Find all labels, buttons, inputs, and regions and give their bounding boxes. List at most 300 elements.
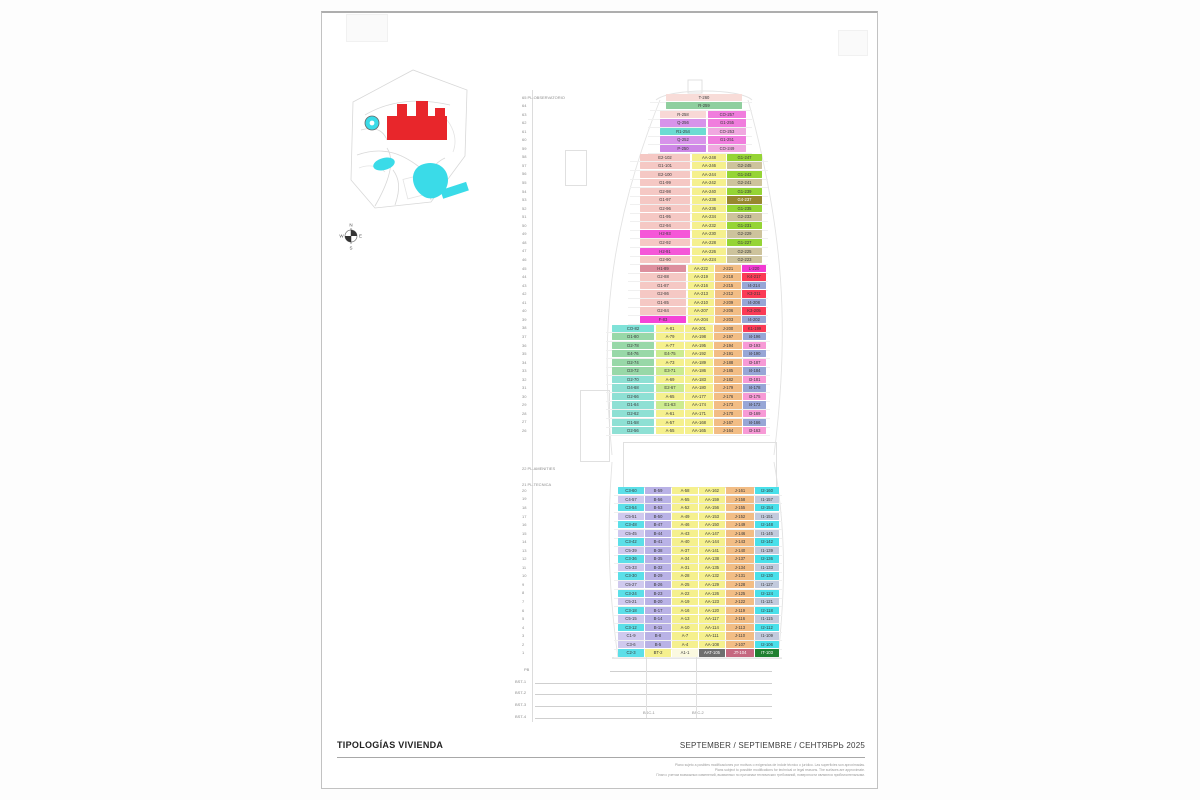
floor-number-label: 27 [522,419,527,425]
unit-cell: A-34 [672,555,698,562]
unit-cell: E4-75 [656,350,684,357]
floor-number-label: 55 [522,180,527,185]
unit-cell: J-158 [726,496,754,503]
sheet-date: SEPTEMBER / SEPTIEMBRE / СЕНТЯБРЬ 2025 [679,741,865,750]
unit-cell: I2-136 [755,555,779,562]
unit-cell: G1-243 [727,171,762,178]
unit-cell: AA-153 [699,513,725,520]
unit-cell: I1-145 [755,530,779,537]
floor-number-label: 36 [522,342,527,348]
floor-number-label: 43 [522,282,527,288]
floor-number-label: 4 [522,624,525,630]
unit-cell: C5-21 [618,598,644,605]
unit-cell: AA-156 [699,504,725,511]
floor-number-label: 58 [522,154,527,160]
unit-cell: E4-76 [612,350,654,357]
unit-cell: J-113 [726,624,754,631]
unit-cell: J-185 [714,367,742,374]
unit-cell: CO-253 [708,128,746,135]
unit-cell: A-31 [672,564,698,571]
unit-cell: AA-246 [692,162,726,169]
floor-number-label: 6 [522,607,525,613]
unit-cell: J-191 [714,350,742,357]
unit-cell: CO-249 [708,145,746,152]
unit-cell: G2-92 [640,239,690,246]
unit-cell: C5-27 [618,581,644,588]
unit-cell: I1-139 [755,547,779,554]
unit-cell: G1-227 [727,239,762,246]
unit-cell: A-73 [656,359,684,366]
unit-cell: I3-181 [743,376,766,383]
unit-cell: G2-98 [640,188,690,195]
unit-cell: D2-66 [612,393,654,400]
unit-cell: J-221 [715,265,741,272]
unit-cell: D2-74 [612,359,654,366]
floor-number-label: 62 [522,120,527,126]
floor-number-label: 37 [522,333,527,339]
unit-cell: I4-196 [743,333,766,340]
unit-cell: I2-142 [755,538,779,545]
unit-cell: D2-56 [612,427,654,434]
unit-cell: G2-90 [640,256,690,263]
unit-cell: AA-129 [699,581,725,588]
unit-cell: C5-15 [618,615,644,622]
unit-cell: J-122 [726,598,754,605]
unit-cell: G2-94 [640,222,690,229]
floor-number-label: 39 [522,316,527,322]
unit-cell: I1-127 [755,581,779,588]
unit-cell: B-59 [645,487,671,494]
floor-number-label: 16 [522,522,527,527]
unit-cell: C5-33 [618,564,644,571]
unit-cell: J-131 [726,572,754,579]
unit-cell: CO-257 [708,111,746,118]
core-wall-line [696,657,697,718]
floor-number-label: 64 [522,103,527,108]
unit-cell: C3-42 [618,538,644,545]
unit-cell: J-140 [726,547,754,554]
unit-cell: AA-236 [692,205,726,212]
unit-cell: A-37 [672,547,698,554]
unit-cell: J-179 [714,384,742,391]
compass-s: S [349,245,353,251]
unit-cell: JT-104 [726,649,754,656]
annex-outline-upper [565,150,587,186]
unit-cell: AA-204 [688,316,714,323]
floor-number-label: 20 [522,487,527,493]
unit-cell: I1-115 [755,615,779,622]
unit-cell: AA-108 [699,641,725,648]
unit-cell: B-50 [645,513,671,520]
unit-cell: AA-189 [685,359,713,366]
unit-cell: I2-106 [755,641,779,648]
unit-cell: I4-214 [742,282,766,289]
unit-cell: B-17 [645,607,671,614]
unit-cell: J-194 [714,342,742,349]
unit-cell: A-28 [672,572,698,579]
unit-cell: A-77 [656,342,684,349]
unit-cell: J-107 [726,641,754,648]
floor-number-label: 31 [522,385,527,391]
unit-cell: I1-151 [755,513,779,520]
unit-cell: CO-82 [612,325,654,332]
logo-placeholder [346,14,388,42]
unit-cell: A-57 [656,419,684,426]
unit-cell: I2-112 [755,624,779,631]
unit-cell: J-110 [726,632,754,639]
unit-cell: AA-216 [688,282,714,289]
unit-cell: A-58 [672,487,698,494]
unit-cell: G2-96 [640,205,690,212]
unit-cell: I3-193 [743,342,766,349]
unit-cell: B-11 [645,624,671,631]
unit-cell: E3-71 [656,367,684,374]
unit-cell: J-128 [726,581,754,588]
unit-cell: B-53 [645,504,671,511]
unit-cell: D1-64 [612,401,654,408]
unit-cell: A-46 [672,521,698,528]
unit-cell: J-170 [714,410,742,417]
floor-number-label: 19 [522,496,527,502]
unit-cell: J-146 [726,530,754,537]
unit-cell: J-134 [726,564,754,571]
unit-cell: J-218 [715,273,741,280]
unit-cell: J-188 [714,359,742,366]
unit-cell: AA-201 [685,325,713,332]
unit-cell: C3-54 [618,504,644,511]
unit-cell: G2-86 [640,290,686,297]
basement-level-label: BST-1 [515,679,527,684]
unit-cell: G1-101 [640,162,690,169]
unit-cell: B-41 [645,538,671,545]
floor-number-label: 38 [522,325,527,331]
unit-cell: F-83 [640,316,686,323]
unit-cell: AA-228 [692,239,726,246]
unit-cell: A-55 [656,427,684,434]
unit-cell: I2-130 [755,572,779,579]
unit-cell: I4-172 [743,401,766,408]
unit-cell: I2-148 [755,521,779,528]
unit-cell: I4-184 [743,367,766,374]
unit-cell: E2-102 [640,154,690,161]
unit-cell: B-23 [645,590,671,597]
floor-number-label: 46 [522,257,527,262]
unit-cell: D3-72 [612,367,654,374]
unit-cell: AA-198 [685,333,713,340]
ground-floor-label: PB [524,667,530,672]
unit-cell: AA-177 [685,393,713,400]
amenities-block-outline [623,442,777,488]
main-building-footprint [387,101,447,140]
unit-cell: AA-141 [699,547,725,554]
unit-cell: K3-211 [742,290,766,297]
unit-cell: AA-123 [699,598,725,605]
disclaimer-text [535,763,865,777]
unit-cell: D2-62 [612,410,654,417]
unit-cell: I2-118 [755,607,779,614]
floor-number-label: 49 [522,231,527,237]
compass-n: N [349,222,353,228]
unit-cell: E2-100 [640,171,690,178]
sheet-title: TIPOLOGÍAS VIVIENDA [337,740,444,750]
core-label: BSC-1 [643,710,655,715]
floor-number-label: 44 [522,274,527,280]
disclaimer-line: Plans subject to possible modifications for technical or legal reasons. The surfaces are approximate. [714,767,865,772]
basement-level-label: BST-3 [515,702,527,707]
unit-cell: AA-248 [692,154,726,161]
floor-number-label: 54 [522,188,527,194]
unit-cell: AA-114 [699,624,725,631]
floor-number-label: 18 [522,504,527,510]
stamp-placeholder [838,30,868,56]
unit-cell: J-176 [714,393,742,400]
unit-cell: A-61 [656,410,684,417]
floor-number-label: 8 [522,590,525,596]
unit-cell: A-40 [672,538,698,545]
unit-cell: E1-63 [656,401,684,408]
unit-cell: J-203 [715,316,741,323]
unit-cell: AA-126 [699,590,725,597]
floor-number-label: 40 [522,308,527,314]
unit-cell: C4-57 [618,496,644,503]
floor-number-label: 41 [522,299,527,305]
unit-cell: C5-51 [618,513,644,520]
unit-cell: AA-226 [692,248,726,255]
floor-number-label: 59 [522,145,527,151]
unit-cell: I4-202 [742,316,766,323]
unit-cell: A-49 [672,513,698,520]
floor-number-label: 50 [522,222,527,228]
unit-cell: I4-166 [743,419,766,426]
unit-cell: I2-124 [755,590,779,597]
floor-number-label: 10 [522,573,527,579]
unit-cell: A-81 [656,325,684,332]
unit-cell: K4-217 [742,273,766,280]
unit-cell: I3-175 [743,393,766,400]
unit-cell: D1-58 [612,419,654,426]
mechanical-floor-label: 22 PL.AMENITIES [522,466,556,471]
unit-cell: A-10 [672,624,698,631]
unit-cell: A-16 [672,607,698,614]
floor-number-label: 1 [522,650,525,656]
unit-cell: A-52 [672,504,698,511]
unit-cell: I4-208 [742,299,766,306]
unit-cell: R-259 [666,102,742,109]
basement-slab-line [610,671,772,672]
unit-cell: G2-233 [727,213,762,220]
unit-cell: C5-45 [618,530,644,537]
unit-cell: H1-89 [640,265,686,272]
floor-number-label: 51 [522,214,527,220]
unit-cell: A-55 [672,496,698,503]
unit-cell: AA-183 [685,376,713,383]
floor-number-label: 47 [522,248,527,254]
floor-number-label: 60 [522,137,527,143]
unit-cell: AA-195 [685,342,713,349]
floor-number-label: 45 [522,265,527,271]
unit-cell: A-22 [672,590,698,597]
unit-cell: B-32 [645,564,671,571]
unit-cell: G1-251 [708,136,746,143]
unit-cell: G2-245 [727,162,762,169]
unit-cell: I3-187 [743,359,766,366]
floor-number-label: 33 [522,368,527,374]
compass-e: E [358,233,363,239]
unit-cell: AA-174 [685,401,713,408]
unit-cell: J-200 [714,325,742,332]
unit-cell: C3-12 [618,624,644,631]
floor-number-label: 53 [522,197,527,203]
unit-cell: G2-225 [727,248,762,255]
unit-cell: AA-224 [692,256,726,263]
unit-cell: G1-97 [640,196,690,203]
unit-cell: AA-186 [685,367,713,374]
unit-cell: I1-157 [755,496,779,503]
unit-cell: AA-219 [688,273,714,280]
unit-cell: B-56 [645,496,671,503]
floor-number-label: 2 [522,641,525,647]
unit-cell: AA-162 [699,487,725,494]
unit-cell: AA-150 [699,521,725,528]
unit-cell: G1-99 [640,179,690,186]
unit-cell: J-125 [726,590,754,597]
unit-cell: J-155 [726,504,754,511]
site-plan-map [335,60,477,218]
unit-cell: A-69 [656,376,684,383]
floor-number-label: 3 [522,633,525,639]
unit-cell: H2-93 [640,230,690,237]
unit-cell: B-8 [645,632,671,639]
unit-cell: C3-24 [618,590,644,597]
unit-cell: R-258 [660,111,706,118]
unit-cell: AA-144 [699,538,725,545]
unit-cell: J-206 [715,307,741,314]
unit-cell: J-164 [714,427,742,434]
unit-cell: J-209 [715,299,741,306]
unit-cell: IT-103 [755,649,779,656]
basement-level-label: BST-2 [515,690,527,695]
floor-number-label: 7 [522,599,525,604]
unit-cell: C3-36 [618,555,644,562]
unit-cell: AA-171 [685,410,713,417]
unit-cell: I3-169 [743,410,766,417]
unit-cell: D1-80 [612,333,654,340]
unit-cell: AA-117 [699,615,725,622]
unit-cell: AA-168 [685,419,713,426]
unit-cell: C5-39 [618,547,644,554]
mechanical-floor-label: 21 PL.TECNICA [522,482,552,487]
unit-cell: AAT-105 [699,649,725,656]
floor-number-label: 48 [522,239,527,245]
unit-cell: G1-239 [727,188,762,195]
floor-number-label: 42 [522,291,527,297]
compass-rose-icon [339,221,363,251]
basement-level-label: BST-4 [515,714,527,719]
unit-cell: J-149 [726,521,754,528]
unit-cell: G1-247 [727,154,762,161]
unit-cell: AA-238 [692,196,726,203]
floor-separator-line [614,657,782,658]
unit-cell: B-26 [645,581,671,588]
unit-cell: J-212 [715,290,741,297]
unit-cell: C3-6 [618,641,644,648]
unit-cell: C3-60 [618,487,644,494]
floor-number-label: 30 [522,393,527,399]
floor-number-label: 26 [522,428,527,433]
unit-cell: C3-48 [618,521,644,528]
unit-cell: K3-205 [742,307,766,314]
unit-cell: G1-255 [708,119,746,126]
unit-cell: I3-163 [743,427,766,434]
unit-cell: I4-178 [743,384,766,391]
unit-cell: A-25 [672,581,698,588]
unit-cell: C3-30 [618,572,644,579]
floor-number-label: 12 [522,556,527,562]
unit-cell: AA-242 [692,179,726,186]
unit-cell: B-5 [645,641,671,648]
unit-cell: J-167 [714,419,742,426]
unit-cell: AA-232 [692,222,726,229]
unit-cell: R1-254 [660,128,706,135]
floor-number-label: 52 [522,205,527,211]
unit-cell: A-19 [672,598,698,605]
unit-cell: B-47 [645,521,671,528]
floor-number-label: 5 [522,616,525,622]
unit-cell: H2-91 [640,248,690,255]
floor-number-label: 29 [522,402,527,408]
unit-cell: I2-154 [755,504,779,511]
floor-number-label: 61 [522,128,527,134]
unit-cell: G1-85 [640,299,686,306]
unit-cell: AA-210 [688,299,714,306]
unit-cell: G2-223 [727,256,762,263]
unit-cell: C1-9 [618,632,644,639]
unit-cell: B-38 [645,547,671,554]
unit-cell: AA-159 [699,496,725,503]
unit-cell: J-152 [726,513,754,520]
unit-cell: A-13 [672,615,698,622]
unit-cell: G1-87 [640,282,686,289]
basement-slab-line [535,706,772,707]
basement-slab-line [535,694,772,695]
floor-number-label: 13 [522,547,527,553]
unit-cell: P-250 [660,145,706,152]
unit-cell: B-29 [645,572,671,579]
unit-cell: J-173 [714,401,742,408]
unit-cell: L-220 [742,265,766,272]
unit-cell: AA-132 [699,572,725,579]
unit-cell: J-182 [714,376,742,383]
unit-cell: G2-229 [727,230,762,237]
floor-number-label: 65 PL.OBSERVATORIO [522,94,565,100]
unit-cell: I1-121 [755,598,779,605]
unit-cell: AA-111 [699,632,725,639]
unit-cell: C3-18 [618,607,644,614]
unit-cell: I4-190 [743,350,766,357]
unit-cell: D2-70 [612,376,654,383]
unit-cell: B-14 [645,615,671,622]
unit-cell: B-44 [645,530,671,537]
basement-slab-line [535,683,772,684]
unit-cell: J-215 [715,282,741,289]
unit-cell: AA-138 [699,555,725,562]
unit-cell: AA-165 [685,427,713,434]
floor-number-label: 14 [522,539,527,545]
unit-cell: AA-192 [685,350,713,357]
floor-separator-line [606,435,770,436]
unit-cell: BT-2 [645,649,671,656]
floor-number-label: 32 [522,376,527,382]
